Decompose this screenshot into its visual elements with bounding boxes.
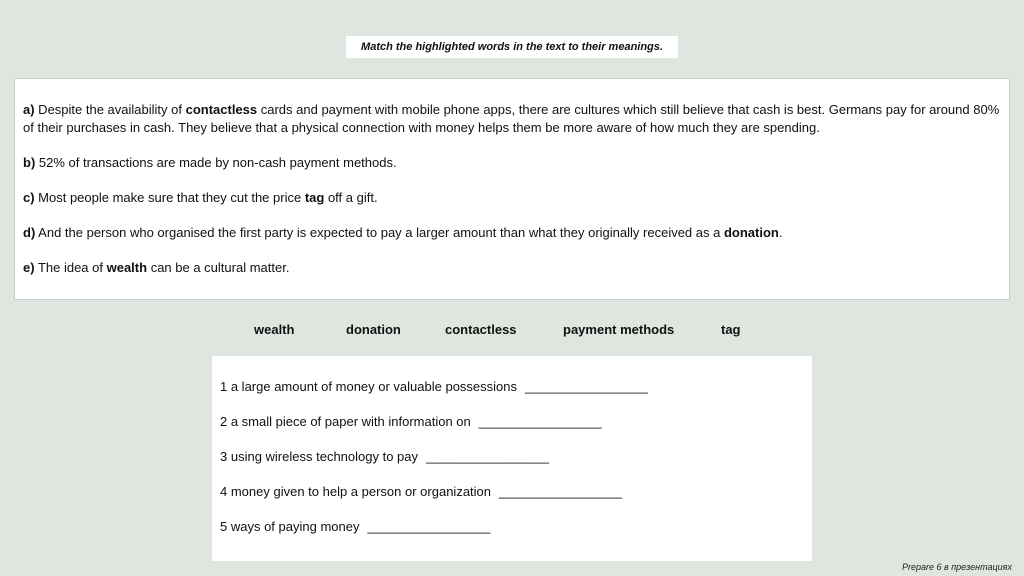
footer-label: Prepare 6 в презентациях	[902, 562, 1012, 572]
definition-item	[220, 518, 804, 536]
highlighted-word: donation	[723, 225, 779, 240]
paragraph-d	[23, 224, 1001, 242]
paragraph-a	[23, 101, 1001, 137]
word-bank-item: contactless	[445, 322, 517, 337]
paragraph-c	[23, 189, 1001, 207]
answer-blank: _________________	[426, 449, 549, 464]
paragraph-letter: a)	[23, 102, 35, 117]
paragraph-e	[23, 259, 1001, 277]
paragraph-text: And the person who organised the first party is expected to pay a larger amount than what they originally received as a	[35, 225, 724, 240]
definition-text: 4 money given to help a person or organization	[220, 484, 492, 499]
paragraph-text: can be a cultural matter.	[147, 260, 290, 275]
word-bank-item: payment methods	[563, 322, 675, 337]
definition-text: 1 a large amount of money or valuable possessions	[220, 379, 518, 394]
paragraph-text: 52% of transactions are made by non-cash payment methods.	[35, 155, 397, 170]
definition-item	[220, 448, 804, 466]
paragraph-letter: b)	[23, 155, 36, 170]
definition-text: 5 ways of paying money	[220, 519, 360, 534]
definition-item	[220, 483, 804, 501]
paragraph-text: off a gift.	[324, 190, 378, 205]
word-bank	[0, 322, 1024, 340]
definition-text: 2 a small piece of paper with information on	[220, 414, 471, 429]
paragraph-letter: d)	[23, 225, 36, 240]
reading-text-box	[14, 78, 1010, 300]
word-bank-item: wealth	[254, 322, 295, 337]
word-bank-item: tag	[721, 322, 741, 337]
highlighted-word: tag	[304, 190, 325, 205]
answer-blank: _________________	[478, 414, 602, 429]
paragraph-letter: c)	[23, 190, 35, 205]
answer-blank: _________________	[499, 484, 622, 499]
definition-text: 3 using wireless technology to pay	[220, 449, 419, 464]
paragraph-letter: e)	[23, 260, 35, 275]
paragraph-b	[23, 154, 1001, 172]
paragraph-text: Despite the availability of	[34, 102, 186, 117]
definitions-box	[212, 356, 812, 561]
paragraph-text: Most people make sure that they cut the price	[34, 190, 305, 205]
word-bank-item: donation	[346, 322, 401, 337]
answer-blank: _________________	[525, 379, 648, 394]
definition-item	[220, 378, 804, 396]
paragraph-text: The idea of	[34, 260, 107, 275]
definition-item	[220, 413, 804, 431]
highlighted-word: wealth	[106, 260, 148, 275]
paragraph-text: cards and payment with mobile phone apps, there are cultures which still believe that cash is best. Germans pay for around 80% of their purchases in cash. They believe that a physical connection with money helps them be more aware of how much they are spending.	[23, 102, 1000, 135]
instruction-banner: Match the highlighted words in the text to their meanings.	[346, 36, 678, 58]
paragraph-text: .	[778, 225, 783, 240]
answer-blank: _________________	[367, 519, 491, 534]
highlighted-word: contactless	[185, 102, 258, 117]
